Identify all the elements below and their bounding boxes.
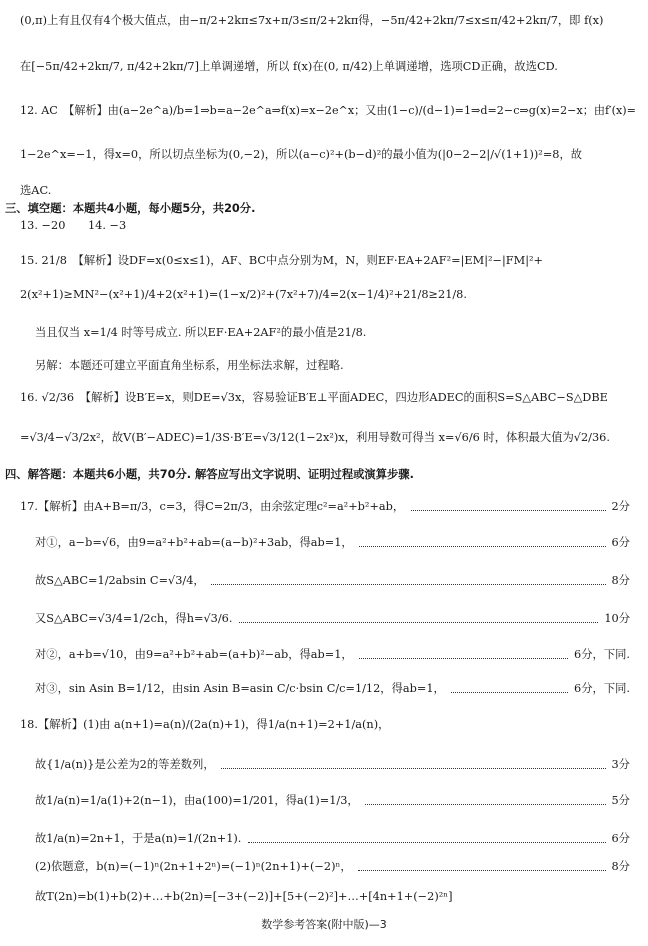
line-text: 故1/a(n)=2n+1，于是a(n)=1/(2n+1). — [35, 832, 242, 845]
score-mark: 6分，下同. — [574, 682, 630, 695]
text-line — [0, 642, 648, 668]
line-text: 13. −20 14. −3 — [20, 219, 127, 232]
line-text: (0,π)上有且仅有4个极大值点，由−π/2+2kπ≤7x+π/3≤π/2+2kπ得，−5π/42+2kπ/7≤x≤π/42+2kπ/7，即 f(x) — [20, 14, 604, 27]
score-mark: 8分 — [611, 574, 630, 587]
line-text: 另解：本题还可建立平面直角坐标系，用坐标法求解，过程略. — [35, 359, 344, 372]
line-text: 17.【解析】由A+B=π/3，c=3，得C=2π/3，由余弦定理c²=a²+b²+ab， — [20, 500, 405, 513]
line-text: 16. √2/36 【解析】设B′E=x，则DE=√3x，容易验证B′E⊥平面ADEC，四边形ADEC的面积S=S△ABC−S△DBE — [20, 391, 608, 404]
line-text: 对②，a+b=√10，由9=a²+b²+ab=(a+b)²−ab，得ab=1， — [35, 648, 353, 661]
line-text: 2(x²+1)≥MN²−(x²+1)/4+2(x²+1)=(1−x/2)²+(7x²+7)/4=2(x−1/4)²+21/8≥21/8. — [20, 288, 467, 301]
text-line — [0, 530, 648, 556]
leader-dots — [359, 658, 568, 659]
score-mark: 6分，下同. — [574, 648, 630, 661]
line-text: 18.【解析】(1)由 a(n+1)=a(n)/(2a(n)+1)，得1/a(n+1)=2+1/a(n)， — [20, 718, 390, 731]
score-mark: 6分 — [611, 536, 630, 549]
score-mark: 8分 — [611, 860, 630, 873]
text-line — [0, 826, 648, 852]
text-line — [0, 248, 648, 274]
text-line — [0, 353, 648, 379]
text-line — [0, 142, 648, 168]
line-text: 又S△ABC=√3/4=1/2ch，得h=√3/6. — [35, 612, 233, 625]
line-text: 选AC. — [20, 184, 52, 197]
leader-dots — [411, 510, 606, 511]
score-mark: 3分 — [611, 758, 630, 771]
score-mark: 2分 — [611, 500, 630, 513]
line-text: (2)依题意，b(n)=(−1)ⁿ(2n+1+2ⁿ)=(−1)ⁿ(2n+1)+(−2)ⁿ， — [35, 860, 352, 873]
section-heading — [0, 462, 648, 488]
score-mark: 10分 — [604, 612, 630, 625]
line-text: 四、解答题：本题共6小题，共70分. 解答应写出文字说明、证明过程或演算步骤. — [5, 468, 414, 481]
text-line — [0, 568, 648, 594]
leader-dots — [248, 842, 606, 843]
leader-dots — [211, 584, 606, 585]
line-text: 当且仅当 x=1/4 时等号成立. 所以EF·EA+2AF²的最小值是21/8. — [35, 326, 367, 339]
line-text: 对③，sin Asin B=1/12，由sin Asin B=asin C/c·bsin C/c=1/12，得ab=1， — [35, 682, 445, 695]
line-text: 故1/a(n)=1/a(1)+2(n−1)，由a(100)=1/201，得a(1)=1/3， — [35, 794, 359, 807]
text-line — [0, 752, 648, 778]
text-line — [0, 854, 648, 880]
text-line — [0, 606, 648, 632]
line-text: 12. AC 【解析】由(a−2e^a)/b=1⇒b=a−2e^a⇒f(x)=x−2e^x；又由(1−c)/(d−1)=1⇒d=2−c⇒g(x)=2−x；由f′(x)= — [20, 104, 636, 117]
text-line — [0, 494, 648, 520]
line-text: 对①，a−b=√6，由9=a²+b²+ab=(a−b)²+3ab，得ab=1， — [35, 536, 353, 549]
leader-dots — [358, 870, 606, 871]
line-text: 15. 21/8 【解析】设DF=x(0≤x≤1)，AF、BC中点分别为M，N，则EF·EA+2AF²=|EM|²−|FM|²+ — [20, 254, 544, 267]
line-text: =√3/4−√3/2x²，故V(B′−ADEC)=1/3S·B′E=√3/12(1−2x²)x，利用导数可得当 x=√6/6 时，体积最大值为√2/36. — [20, 431, 610, 444]
text-line — [0, 788, 648, 814]
line-text: 故{1/a(n)}是公差为2的等差数列， — [35, 758, 215, 771]
text-line — [0, 425, 648, 451]
line-text: 1−2e^x=−1，得x=0，所以切点坐标为(0,−2)，所以(a−c)²+(b−d)²的最小值为(|0−2−2|/√(1+1))²=8，故 — [20, 148, 583, 161]
text-line — [0, 385, 648, 411]
text-line — [0, 320, 648, 346]
text-line — [0, 54, 648, 80]
text-line — [0, 282, 648, 308]
line-text: 故T(2n)=b(1)+b(2)+…+b(2n)=[−3+(−2)]+[5+(−2)²]+…+[4n+1+(−2)²ⁿ] — [35, 890, 453, 903]
text-line — [0, 676, 648, 702]
line-text: 故S△ABC=1/2absin C=√3/4， — [35, 574, 205, 587]
text-line — [0, 884, 648, 910]
text-line — [0, 8, 648, 34]
text-line — [0, 712, 648, 738]
leader-dots — [359, 546, 606, 547]
leader-dots — [239, 622, 598, 623]
text-line — [0, 98, 648, 124]
score-mark: 6分 — [611, 832, 630, 845]
leader-dots — [451, 692, 568, 693]
page-footer: 数学参考答案(附中版)—3 — [261, 918, 387, 931]
text-line — [0, 213, 648, 239]
leader-dots — [365, 804, 606, 805]
leader-dots — [221, 768, 606, 769]
score-mark: 5分 — [611, 794, 630, 807]
line-text: 三、填空题：本题共4小题，每小题5分，共20分. — [5, 202, 256, 215]
line-text: 在[−5π/42+2kπ/7, π/42+2kπ/7]上单调递增，所以 f(x)在(0, π/42)上单调递增，选项CD正确，故选CD. — [20, 60, 558, 73]
